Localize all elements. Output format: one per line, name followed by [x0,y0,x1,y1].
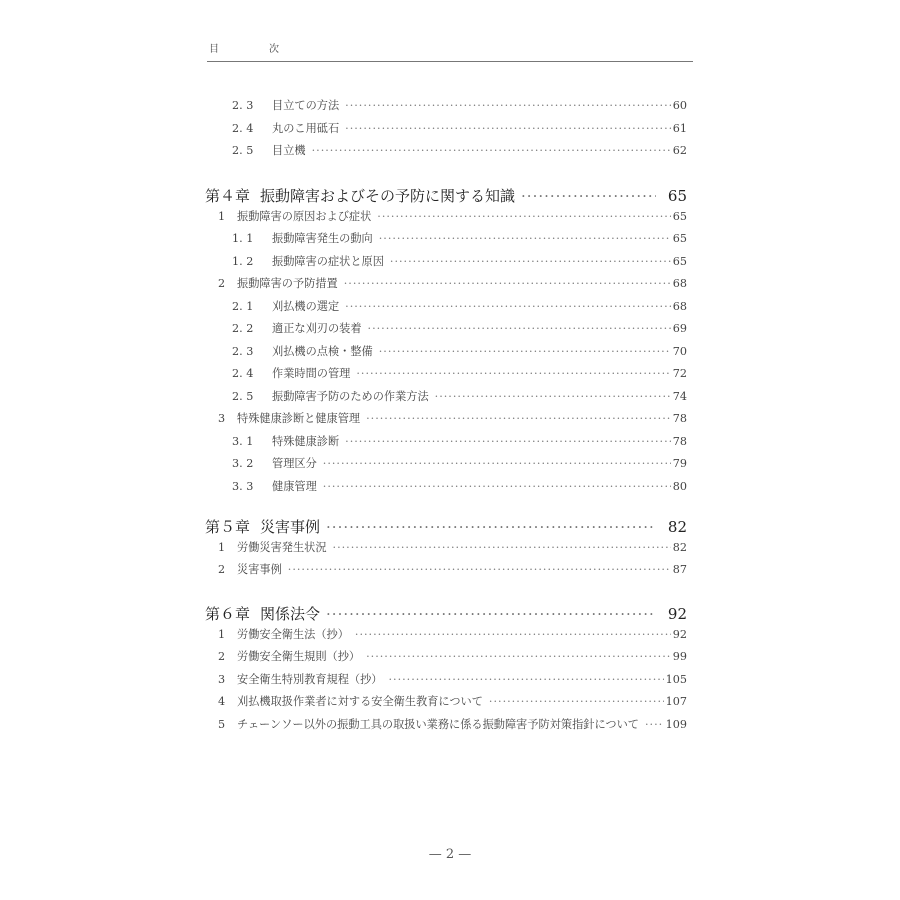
toc-section-entry[interactable] [205,648,687,671]
entry-number: 第５章 [205,518,251,536]
entry-title: 特殊健康診断と健康管理 [237,412,361,425]
entry-title: 作業時間の管理 [272,367,351,380]
entry-number: 2. 5 [232,389,254,403]
entry-page-number: 65 [672,254,687,268]
entry-number: 第６章 [205,605,251,623]
entry-number: 2. 5 [232,144,254,157]
dot-leader [312,144,671,157]
entry-page-number: 60 [672,99,687,112]
entry-number: 2. 1 [232,299,254,313]
dot-leader [521,187,656,205]
entry-number: 3. 1 [232,434,254,448]
entry-page-number: 70 [672,344,687,358]
entry-page-number: 105 [665,672,687,686]
dot-leader [388,673,663,686]
entry-title: 振動障害発生の動向 [272,232,373,245]
dot-leader [366,650,671,663]
entry-number: 1. 2 [232,254,254,268]
entry-page-number: 68 [672,277,687,290]
entry-title: 安全衛生特別教育規程（抄） [237,672,383,686]
dot-leader [379,345,671,358]
dot-leader [368,322,671,335]
entry-title: 特殊健康診断 [272,434,340,448]
entry-number: 5 [218,717,226,731]
entry-title: 刈払機の点検・整備 [272,344,373,358]
entry-page-number: 79 [672,457,687,470]
toc-section-entry[interactable] [205,539,687,562]
entry-number: 3 [218,412,226,425]
toc-chapter-entry[interactable] [205,185,687,208]
toc-subsection-entry[interactable] [205,388,687,411]
dot-leader [345,122,671,135]
toc-section-entry[interactable] [205,561,687,584]
dot-leader [355,628,671,641]
page-header [207,40,693,62]
entry-page-number: 62 [672,144,687,157]
entry-number: 4 [218,695,226,708]
toc-chapter-entry[interactable] [205,516,687,539]
entry-title: 労働安全衛生法（抄） [237,627,349,641]
toc-section-entry[interactable] [205,626,687,649]
entry-number: 1 [218,209,226,223]
entry-title: 災害事例 [260,518,321,536]
toc-section-entry[interactable] [205,671,687,694]
header-title: 目 次 [209,44,299,55]
entry-page-number: 65 [672,232,687,245]
dot-leader [344,277,671,290]
entry-title: 丸のこ用砥石 [272,121,340,135]
toc-section-entry[interactable] [205,410,687,433]
entry-page-number: 80 [672,479,687,493]
toc-group [205,516,687,584]
entry-page-number: 78 [672,434,687,448]
header-rule [207,61,693,62]
dot-leader [356,367,670,380]
entry-title: 健康管理 [272,479,317,493]
entry-number: 2 [218,650,226,663]
entry-title: 目立機 [272,144,306,157]
entry-number: 2. 3 [232,99,254,112]
entry-number: 2. 4 [232,367,254,380]
dot-leader [345,99,671,112]
entry-number: 2 [218,277,226,290]
entry-title: 刈払機取扱作業者に対する安全衛生教育について [237,695,483,708]
entry-page-number: 78 [672,412,687,425]
dot-leader [323,480,671,493]
entry-number: 3. 3 [232,479,254,493]
entry-title: 振動障害およびその予防に関する知識 [260,187,516,205]
entry-number: 1. 1 [232,232,254,245]
toc-group [205,97,687,165]
dot-leader [489,695,664,708]
toc-subsection-entry[interactable] [205,365,687,388]
entry-number: 3. 2 [232,457,254,470]
toc-section-entry[interactable] [205,275,687,298]
toc-chapter-entry[interactable] [205,603,687,626]
entry-page-number: 82 [672,540,687,554]
toc-subsection-entry[interactable] [205,320,687,343]
entry-page-number: 107 [665,695,687,708]
entry-page-number: 72 [672,367,687,380]
dot-leader [645,718,664,731]
entry-page-number: 99 [672,650,687,663]
entry-page-number: 82 [667,518,687,536]
entry-title: 目立ての方法 [272,99,340,112]
toc-section-entry[interactable] [205,693,687,716]
entry-page-number: 92 [672,627,687,641]
toc-subsection-entry[interactable] [205,142,687,165]
toc-subsection-entry[interactable] [205,298,687,321]
entry-title: 振動障害の症状と原因 [272,254,384,268]
page-number: — 2 — [428,847,472,862]
dot-leader [345,300,671,313]
entry-title: 災害事例 [237,563,282,576]
dot-leader [379,232,671,245]
entry-number: 2 [218,563,226,576]
entry-page-number: 87 [672,563,687,576]
entry-title: 管理区分 [272,457,317,470]
entry-page-number: 68 [672,299,687,313]
dot-leader [435,390,671,403]
entry-title: 刈払機の選定 [272,299,340,313]
toc-subsection-entry[interactable] [205,478,687,501]
entry-title: 振動障害の原因および症状 [237,209,372,223]
toc-subsection-entry[interactable] [205,343,687,366]
entry-page-number: 65 [667,187,687,205]
dot-leader [333,541,671,554]
entry-title: 関係法令 [260,605,321,623]
entry-number: 2. 4 [232,121,254,135]
toc-group [205,603,687,738]
toc-subsection-entry[interactable] [205,230,687,253]
dot-leader [366,412,671,425]
toc-group [205,185,687,500]
dot-leader [323,457,671,470]
dot-leader [345,435,671,448]
toc-section-entry[interactable] [205,716,687,739]
entry-title: チェーンソー以外の振動工具の取扱い業務に係る振動障害予防対策指針について [237,717,639,731]
entry-title: 振動障害予防のための作業方法 [272,389,429,403]
entry-page-number: 109 [665,717,687,731]
entry-number: 2. 2 [232,322,254,335]
toc-subsection-entry[interactable] [205,97,687,120]
entry-number: 1 [218,540,226,554]
entry-title: 適正な刈刃の装着 [272,322,362,335]
entry-number: 2. 3 [232,344,254,358]
entry-title: 振動障害の予防措置 [237,277,338,290]
entry-title: 労働災害発生状況 [237,540,327,554]
entry-title: 労働安全衛生規則（抄） [237,650,361,663]
entry-number: 1 [218,627,226,641]
entry-page-number: 61 [672,121,687,135]
toc-subsection-entry[interactable] [205,433,687,456]
entry-page-number: 74 [672,389,687,403]
toc-subsection-entry[interactable] [205,120,687,143]
dot-leader [377,210,670,223]
entry-page-number: 65 [672,209,687,223]
dot-leader [326,518,656,536]
toc-section-entry[interactable] [205,208,687,231]
entry-number: 3 [218,672,226,686]
dot-leader [326,605,656,623]
entry-page-number: 69 [672,322,687,335]
toc-subsection-entry[interactable] [205,455,687,478]
dot-leader [288,563,671,576]
dot-leader [390,255,671,268]
toc-subsection-entry[interactable] [205,253,687,276]
entry-number: 第４章 [205,187,251,205]
entry-page-number: 92 [667,605,687,623]
